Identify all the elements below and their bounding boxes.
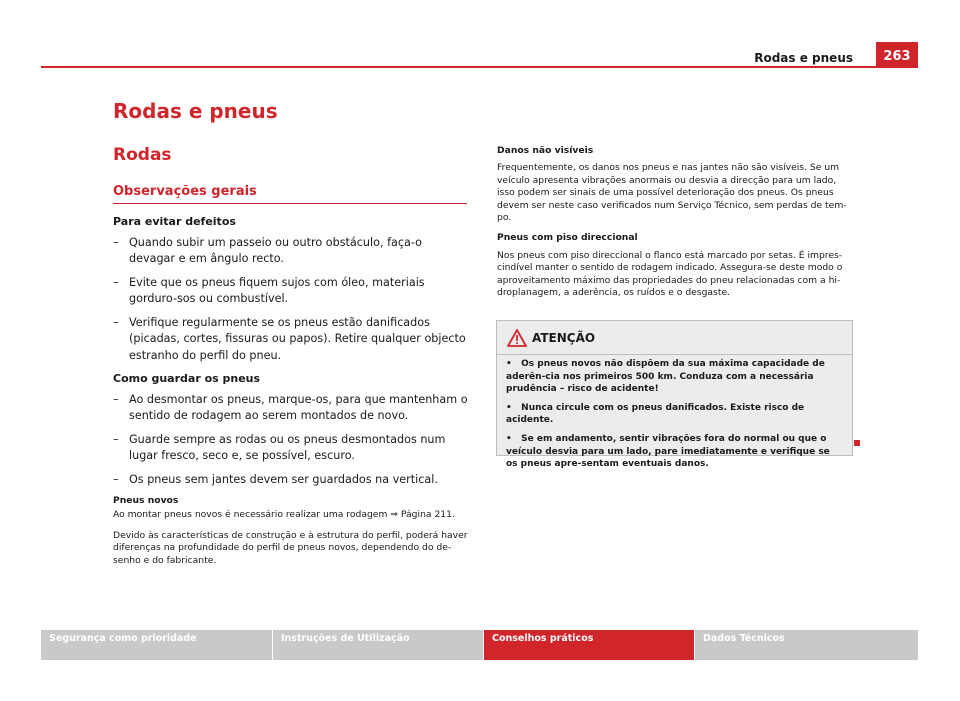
directional-paragraph: Nos pneus com piso direccional o flanco está marcado por setas. É impres-cindível manter o sentido de rodagem indicado. Assegura-se deste modo o aproveitamento máximo das propriedades do pneu relacionadas com a hi-droplanagem, a aderência, os ruídos e o desgaste. xyxy=(497,249,843,299)
warning-box xyxy=(496,320,853,470)
running-header-title: Rodas e pneus xyxy=(754,51,853,65)
left-column xyxy=(113,214,469,567)
subsection-rule xyxy=(113,203,467,204)
new-tyres-heading: Pneus novos xyxy=(113,495,179,506)
warning-item: • Nunca circule com os pneus danificados. Existe risco de acidente. xyxy=(506,402,805,426)
tab-instrucoes[interactable]: Instruções de Utilização xyxy=(273,630,483,660)
header-rule xyxy=(41,66,876,68)
list-item: – Guarde sempre as rodas ou os pneus desmontados num lugar fresco, seco e, se possível, escuro. xyxy=(113,432,446,462)
chapter-title: Rodas e pneus xyxy=(113,99,278,123)
hidden-damage-paragraph: Frequentemente, os danos nos pneus e nas jantes não são visíveis. Se um veículo apresenta vibrações anormais ou desvia a direcção para um lado, isso podem ser sinais de uma possível deterioração dos pneus. Os pneus devem ser neste caso verificados num Serviço Técnico, sem perdas de tem-po. xyxy=(497,162,847,224)
warning-item: • Se em andamento, sentir vibrações fora do normal ou que o veículo desvia para um lado, pare imediatamente e verifique se os pneus apre-sentam eventuais danos. xyxy=(506,433,830,470)
warning-title: ATENÇÃO xyxy=(532,331,596,345)
directional-heading: Pneus com piso direccional xyxy=(497,232,638,244)
warning-list xyxy=(506,358,841,477)
tab-dados-tecnicos[interactable]: Dados Técnicos xyxy=(695,630,918,660)
section-title: Rodas xyxy=(113,145,172,165)
list-item: – Quando subir um passeio ou outro obstáculo, faça-o devagar e em ângulo recto. xyxy=(113,235,422,265)
defects-heading: Para evitar defeitos xyxy=(113,215,236,228)
tab-seguranca[interactable]: Segurança como prioridade xyxy=(41,630,272,660)
warning-triangle-icon xyxy=(507,329,527,351)
hidden-damage-heading: Danos não visíveis xyxy=(497,145,594,156)
list-item: – Verifique regularmente se os pneus estão danificados (picadas, cortes, fissuras ou papos). Retire qualquer objecto estranho do perfil do pneu. xyxy=(113,315,466,362)
right-column xyxy=(497,145,851,299)
list-item: – Ao desmontar os pneus, marque-os, para que mantenham o sentido de rodagem ao serem montados de novo. xyxy=(113,392,468,422)
page-number: 263 xyxy=(876,42,918,68)
list-item: – Os pneus sem jantes devem ser guardados na vertical. xyxy=(113,472,438,486)
new-tyres-paragraph-2: Devido às características de construção e à estrutura do perfil, poderá haver diferenças na profundidade do perfil de pneus novos, dependendo do de-senho e do fabricante. xyxy=(113,529,468,566)
list-item: – Evite que os pneus fiquem sujos com óleo, materiais gorduro-sos ou combustível. xyxy=(113,275,425,305)
tab-conselhos[interactable]: Conselhos práticos xyxy=(484,630,694,660)
storage-heading: Como guardar os pneus xyxy=(113,372,261,385)
section-end-marker xyxy=(854,440,860,446)
warning-header xyxy=(497,321,852,355)
warning-item: • Os pneus novos não dispõem da sua máxima capacidade de aderên-cia nos primeiros 500 km. Conduza com a necessária prudência – risco de acidente! xyxy=(506,359,825,395)
new-tyres-paragraph-1: Ao montar pneus novos é necessário realizar uma rodagem ⇒ Página 211. xyxy=(113,509,455,521)
subsection-title: Observações gerais xyxy=(113,184,257,199)
